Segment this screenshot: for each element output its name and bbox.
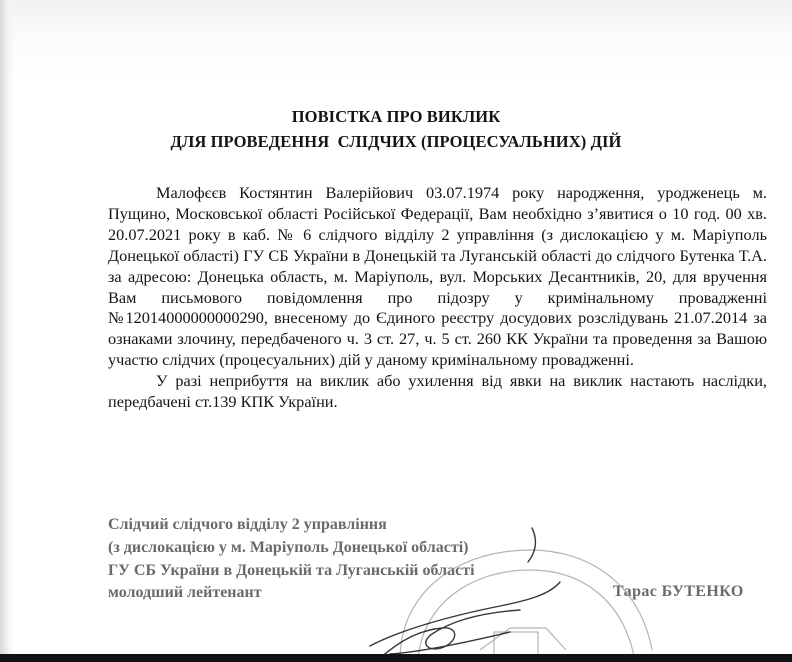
investigator-signature-block [108,514,548,605]
scan-edge-shadow [0,0,14,662]
consequences-paragraph: У разі неприбуття на виклик або ухилення від явки на виклик настають наслідки, передбачені ст.139 КПК України. [108,371,767,412]
investigator-position-line-2: (з дислокацією у м. Маріуполь Донецької області) [108,538,469,556]
summons-paragraph: Малофєєв Костянтин Валерійович 03.07.1974 року народження, уродженець м. Пущино, Московської області Російської Федерації, Вам необхідно з’явитися о 10 год. 00 хв. 20.07.2021 року в каб. № 6 слідчого відділу 2 управління (з дислокацією у м. Маріуполь Донецької області) ГУ СБ України в Донецькій та Луганській області до слідчого Бутенка Т.А. за адресою: Донецька область, м. Маріуполь, вул. Морських Десантників, 20, для вручення Вам письмового повідомлення про підозру у кримінальному провадженні №12014000000000290, внесеному до Єдиного реєстру досудових розслідувань 21.07.2014 за ознаками злочину, передбаченого ч. 3 ст. 27, ч. 5 ст. 260 КК України та проведення за Вашою участю слідчих (процесуальних) дій у даному кримінальному провадженні. [108,183,767,370]
investigator-position-line-1: Слідчий слідчого відділу 2 управління [108,516,387,533]
document-body [108,183,767,413]
scan-bottom-edge [0,654,792,662]
title-line-1: ПОВІСТКА ПРО ВИКЛИК [291,107,501,126]
title-line-2: ДЛЯ ПРОВЕДЕННЯ СЛІДЧИХ (ПРОЦЕСУАЛЬНИХ) ДІЙ [170,132,622,151]
document-title [0,104,792,154]
investigator-position-line-3: ГУ СБ України в Донецькій та Луганській області [108,561,475,579]
investigator-rank: молодший лейтенант [108,584,262,602]
investigator-name: Тарас БУТЕНКО [613,583,744,600]
